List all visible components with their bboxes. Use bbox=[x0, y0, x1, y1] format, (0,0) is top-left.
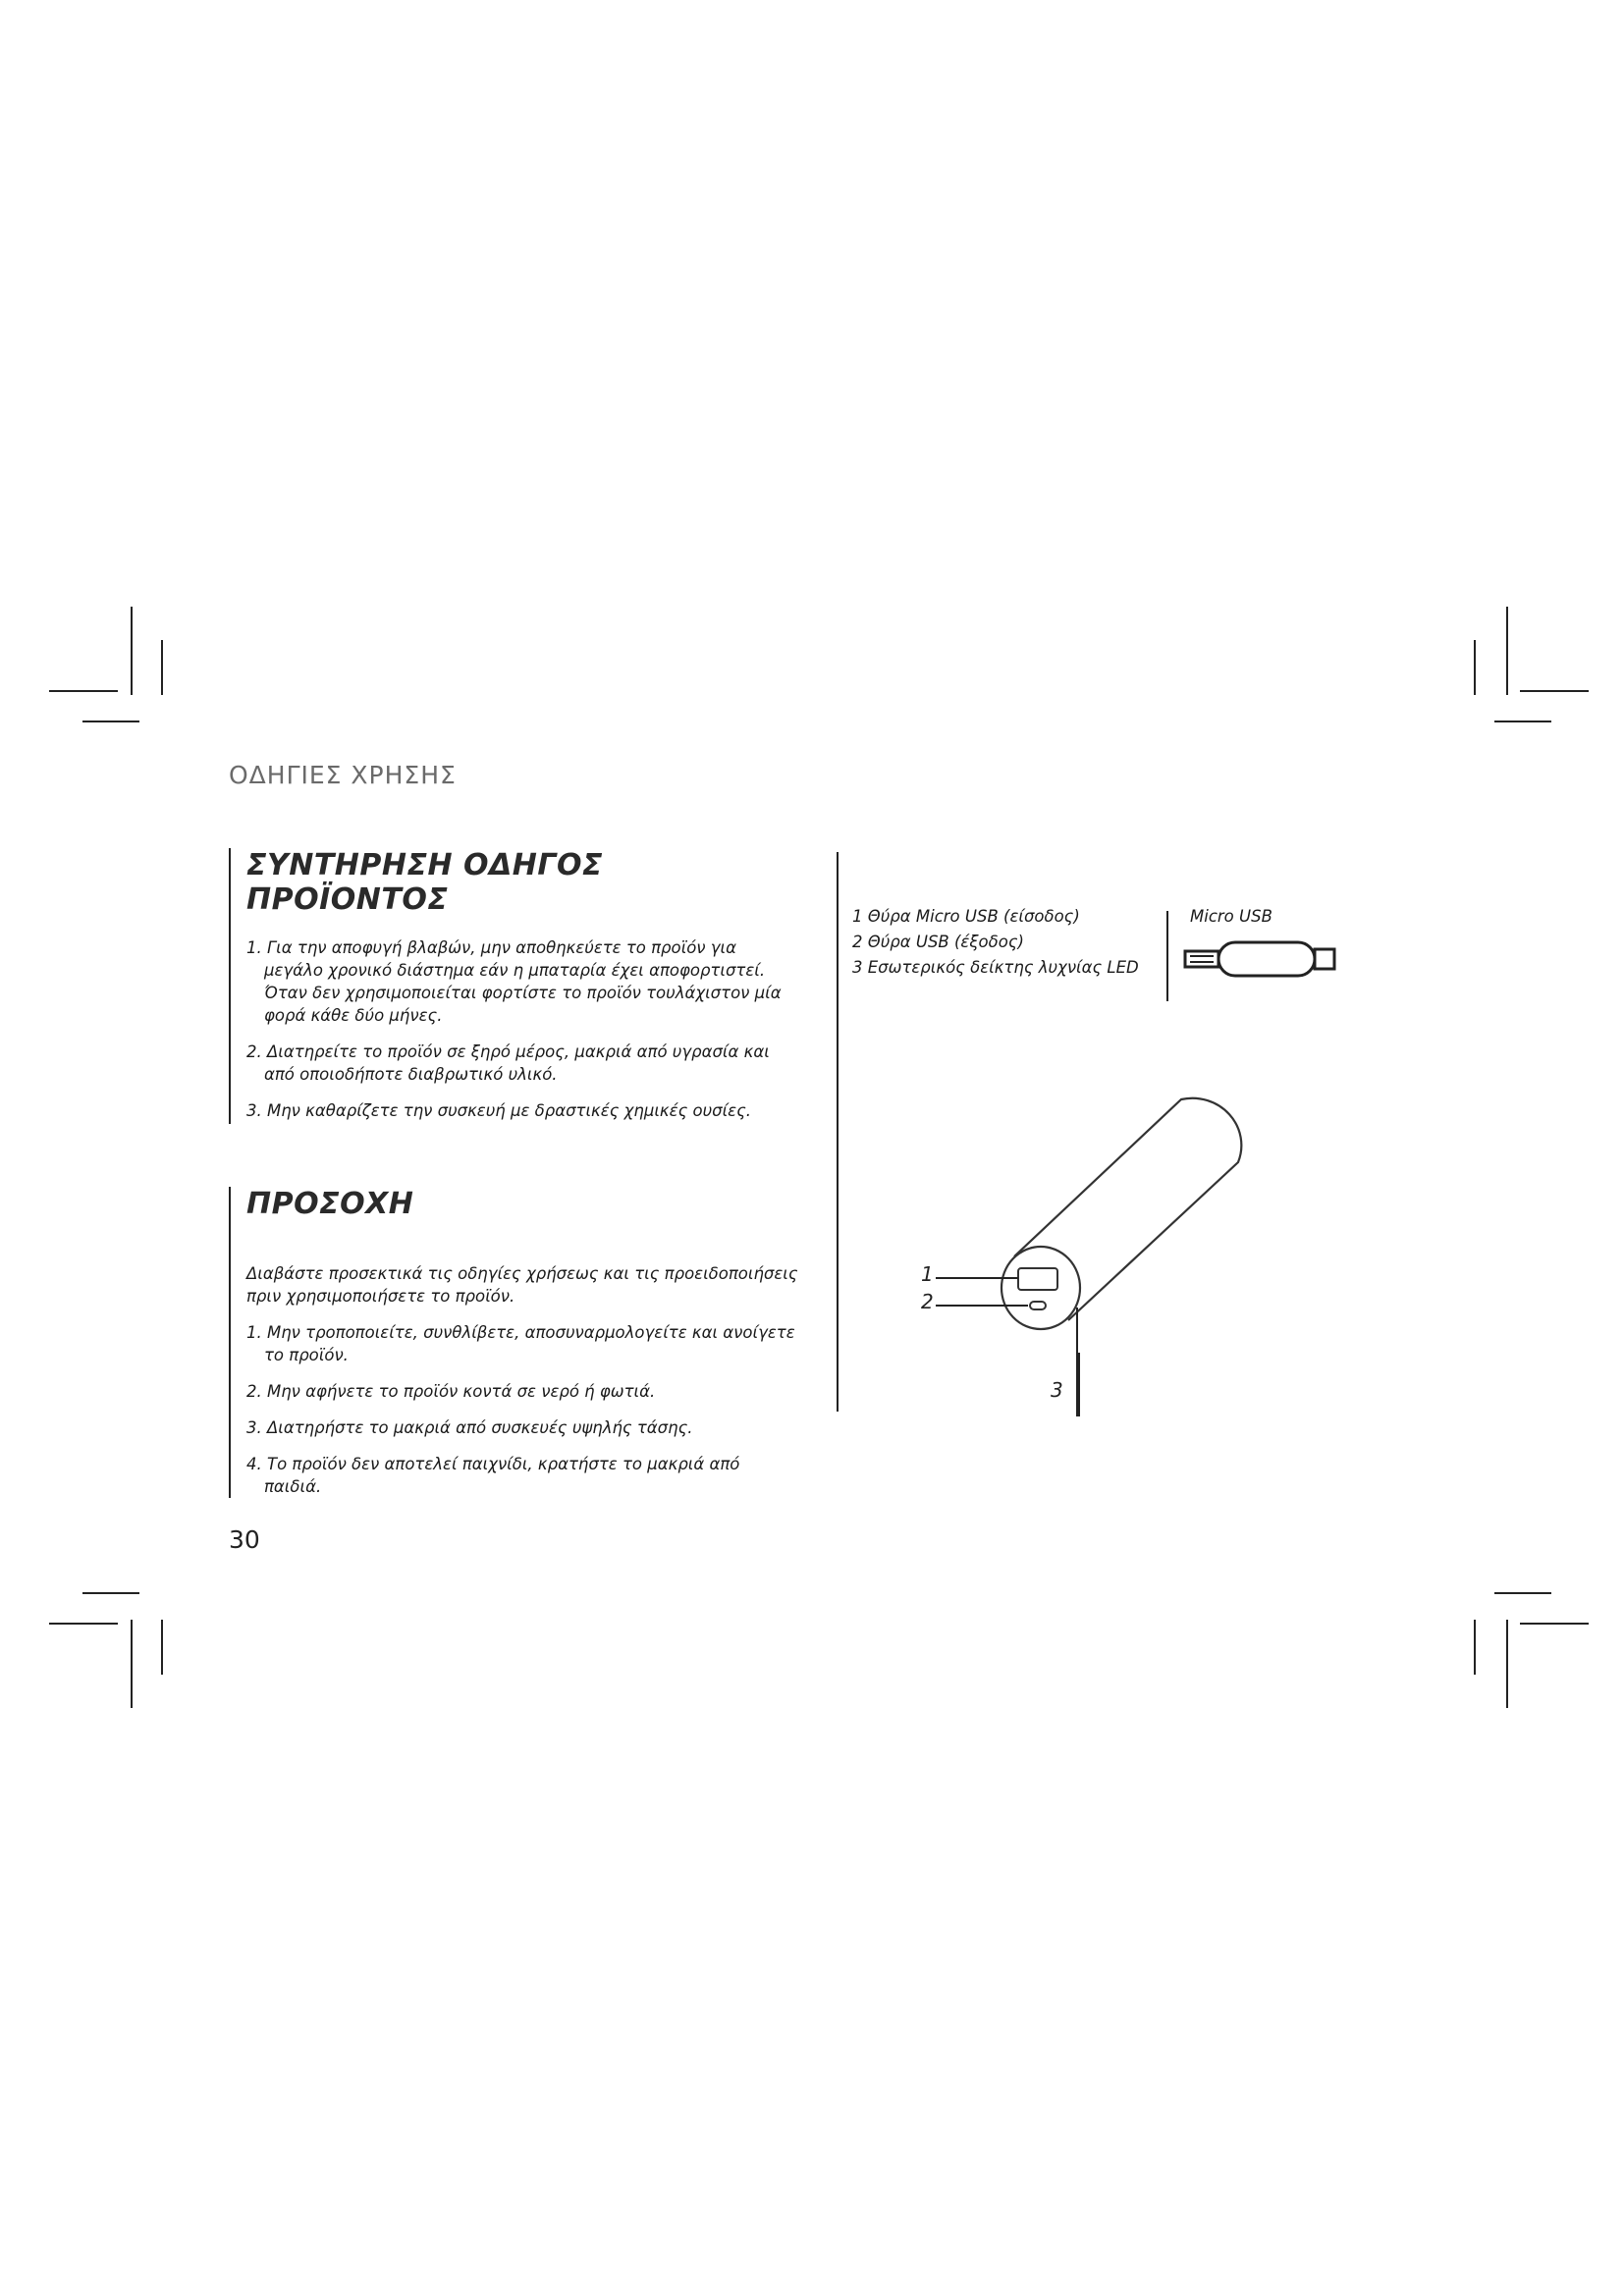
power-bank-body bbox=[1001, 1098, 1241, 1329]
crop-mark bbox=[161, 640, 163, 695]
list-item: 2. Μην αφήνετε το προϊόν κοντά σε νερό ή φωτιά. bbox=[246, 1382, 656, 1401]
cable-divider bbox=[1166, 911, 1168, 1001]
crop-mark bbox=[1506, 1620, 1508, 1708]
ports-list bbox=[852, 905, 1147, 982]
cable-label: Micro USB bbox=[1190, 907, 1272, 926]
maintenance-title: ΣΥΝΤΗΡΗΣΗ ΟΔΗΓΟΣ ΠΡΟΪΟΝΤΟΣ bbox=[246, 848, 603, 917]
micro-usb-cable-icon bbox=[1182, 937, 1339, 987]
crop-mark bbox=[82, 721, 139, 722]
port-item: 3 Εσωτερικός δείκτης λυχνίας LED bbox=[852, 958, 1139, 977]
caution-intro: Διαβάστε προσεκτικά τις οδηγίες χρήσεως και τις προειδοποιήσεις πριν χρησιμοποιήσετε το προϊόν. bbox=[246, 1264, 798, 1306]
crop-mark bbox=[131, 607, 133, 695]
crop-mark bbox=[1520, 690, 1589, 692]
list-item: 2. Διατηρείτε το προϊόν σε ξηρό μέρος, μακριά από υγρασία και από οποιοδήποτε διαβρωτικό υλικό. bbox=[246, 1042, 770, 1084]
list-item: 3. Μην καθαρίζετε την συσκευή με δραστικές χημικές ουσίες. bbox=[246, 1101, 752, 1120]
page-number: 30 bbox=[229, 1525, 260, 1554]
maintenance-section bbox=[229, 848, 798, 1124]
caution-list bbox=[246, 1321, 798, 1498]
page-header: ΟΔΗΓΙΕΣ ΧΡΗΣΗΣ bbox=[229, 761, 457, 789]
crop-mark bbox=[1474, 640, 1476, 695]
list-item: 1. Μην τροποποιείτε, συνθλίβετε, αποσυναρμολογείτε και ανοίγετε το προϊόν. bbox=[246, 1323, 795, 1364]
column-divider bbox=[837, 852, 839, 1412]
crop-mark bbox=[1494, 721, 1551, 722]
crop-mark bbox=[49, 1623, 118, 1625]
port-item: 1 Θύρα Micro USB (είσοδος) bbox=[852, 907, 1080, 926]
crop-mark bbox=[131, 1620, 133, 1708]
list-item: 1. Για την αποφυγή βλαβών, μην αποθηκεύετε το προϊόν για μεγάλο χρονικό διάστημα εάν η μπαταρία έχει αποφορτιστεί. Όταν δεν χρησιμοποιείται φορτίστε το προϊόν τουλάχιστον μία φορά κάθε δύο μήνες. bbox=[246, 938, 782, 1025]
crop-mark bbox=[1506, 607, 1508, 695]
crop-mark bbox=[161, 1620, 163, 1675]
crop-mark bbox=[49, 690, 118, 692]
maintenance-list bbox=[246, 936, 798, 1122]
caution-title: ΠΡΟΣΟΧΗ bbox=[246, 1187, 414, 1221]
port-item: 2 Θύρα USB (έξοδος) bbox=[852, 933, 1024, 951]
callout-label: 2 bbox=[921, 1290, 934, 1313]
crop-mark bbox=[1474, 1620, 1476, 1675]
list-item: 4. Το προϊόν δεν αποτελεί παιχνίδι, κρατήστε το μακριά από παιδιά. bbox=[246, 1455, 740, 1496]
port-icons bbox=[1018, 1268, 1057, 1309]
crop-mark bbox=[1520, 1623, 1589, 1625]
power-bank-diagram bbox=[908, 1080, 1301, 1433]
caution-section bbox=[229, 1187, 798, 1498]
callout-label: 3 bbox=[1051, 1378, 1063, 1402]
left-column bbox=[229, 848, 798, 1498]
callout-label: 1 bbox=[921, 1262, 934, 1286]
crop-mark bbox=[1494, 1592, 1551, 1594]
list-item: 3. Διατηρήστε το μακριά από συσκευές υψηλής τάσης. bbox=[246, 1418, 693, 1437]
crop-mark bbox=[82, 1592, 139, 1594]
